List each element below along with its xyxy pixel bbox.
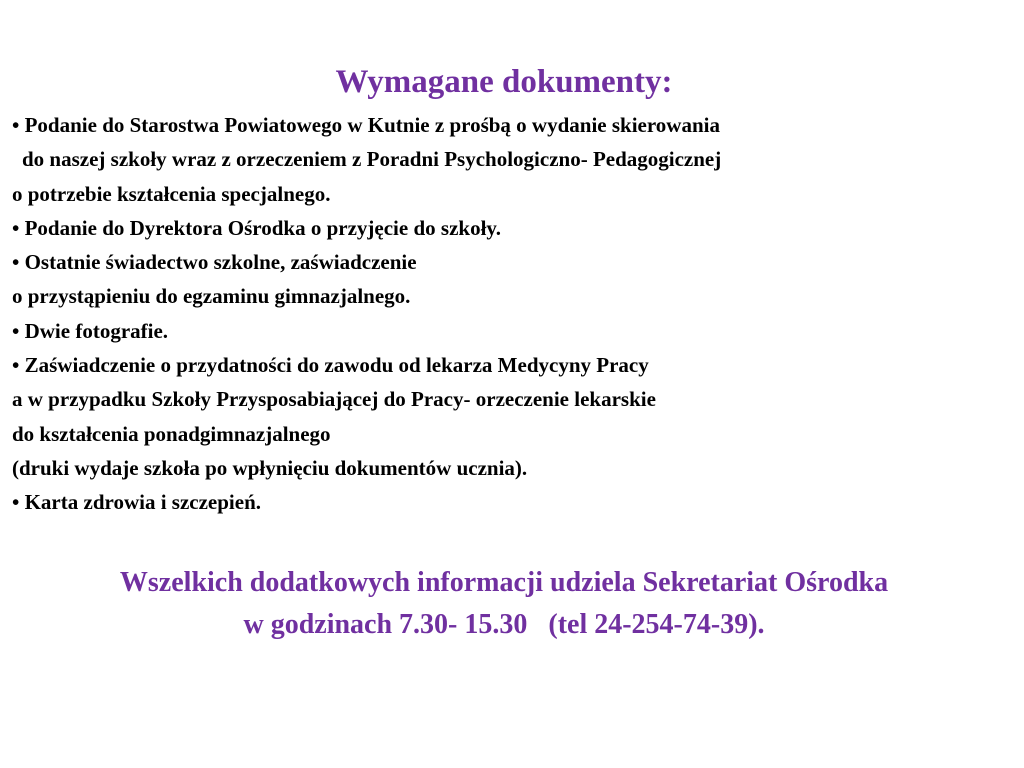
list-line: do kształcenia ponadgimnazjalnego bbox=[12, 421, 331, 446]
list-line: • Karta zdrowia i szczepień. bbox=[12, 490, 261, 515]
list-line: • Ostatnie świadectwo szkolne, zaświadczenie bbox=[12, 250, 417, 275]
list-line: (druki wydaje szkoła po wpłynięciu dokumentów ucznia). bbox=[12, 455, 528, 480]
list-line: • Podanie do Dyrektora Ośrodka o przyjęcie do szkoły. bbox=[12, 215, 501, 240]
list-line: • Dwie fotografie. bbox=[12, 318, 169, 343]
contact-info-line-2: w godzinach 7.30- 15.30 (tel 24-254-74-39). bbox=[243, 609, 765, 640]
list-line: • Podanie do Starostwa Powiatowego w Kutnie z prośbą o wydanie skierowania bbox=[12, 113, 720, 137]
contact-info-line-1: Wszelkich dodatkowych informacji udziela Sekretariat Ośrodka bbox=[119, 567, 889, 598]
list-line: • Zaświadczenie o przydatności do zawodu od lekarza Medycyny Pracy bbox=[12, 353, 649, 378]
slide-title: Wymagane dokumenty: bbox=[335, 64, 673, 100]
list-line: a w przypadku Szkoły Przysposabiającej do Pracy- orzeczenie lekarskie bbox=[12, 387, 656, 412]
list-line: o przystąpieniu do egzaminu gimnazjalnego. bbox=[12, 284, 411, 309]
list-line: o potrzebie kształcenia specjalnego. bbox=[12, 181, 331, 206]
contact-info bbox=[0, 562, 1008, 646]
list-line: do naszej szkoły wraz z orzeczeniem z Poradni Psychologiczno- Pedagogicznej bbox=[22, 147, 722, 172]
required-documents-list bbox=[12, 108, 1012, 520]
